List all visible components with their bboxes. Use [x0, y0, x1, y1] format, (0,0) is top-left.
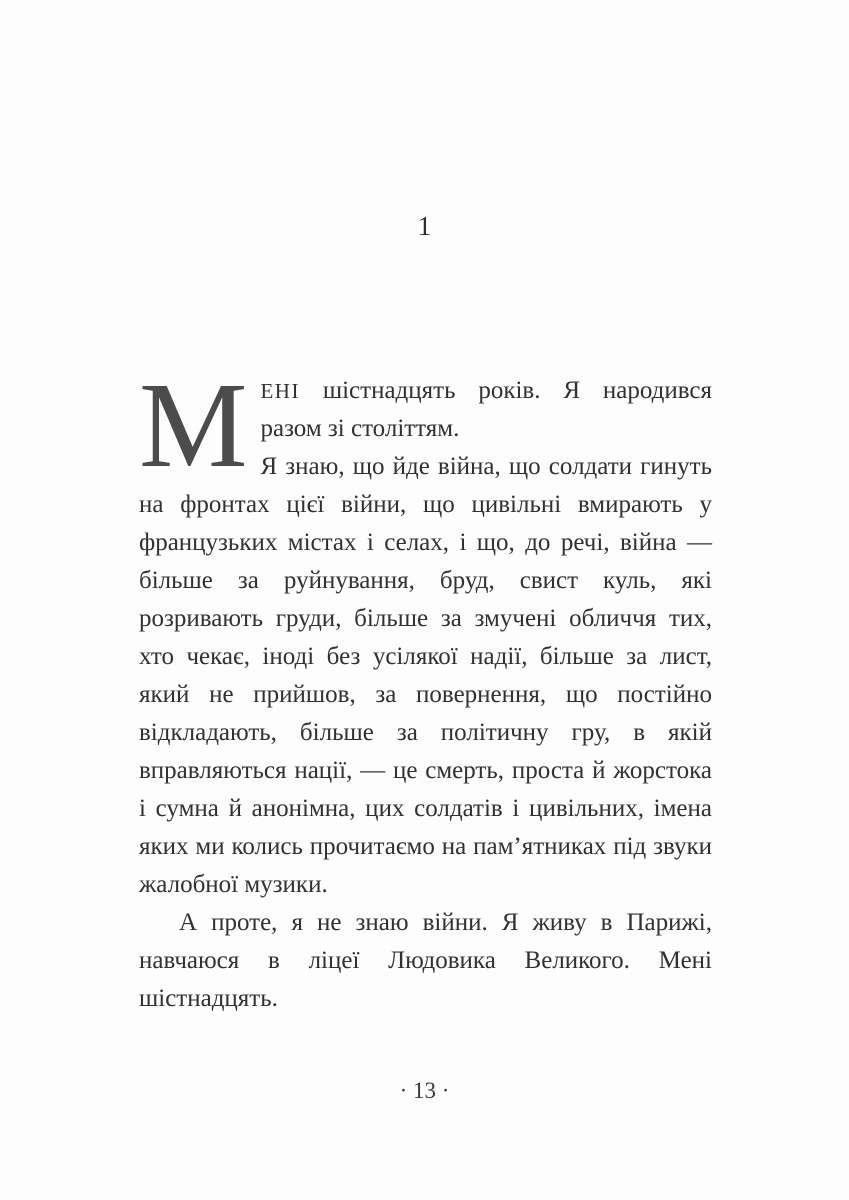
body-paragraph: А проте, я не знаю війни. Я живу в Парижі, навчаюся в ліцеї Людовика Великого. Мені шістнадцять.	[139, 909, 712, 1012]
opening-paragraph	[139, 358, 712, 493]
chapter-number: 1	[417, 211, 432, 241]
body-paragraph: Я знаю, що йде війна, що солдати гинуть на фронтах цієї війни, що цивільні вмирають у французьких містах і селах, і що, до речі, війна — більше за руйнування, бруд, свист куль, які розривають груди, більше за змучені обличчя тих, хто чекає, іноді без усілякої надії, більше за лист, який не прийшов, за повернення, що постійно відкладають, більше за політичну гру, в якій вправляються нації, — це смерть, проста й жорстока і сумна й анонімна, цих солдатів і цивільних, імена яких ми колись прочитаємо на пам’ятниках під звуки жалобної музики.	[139, 453, 712, 898]
opening-text: шістнадцять років. Я народився разом зі століттям.	[260, 377, 712, 442]
page-number: · 13 ·	[399, 1078, 450, 1103]
drop-cap: М	[139, 358, 248, 493]
text-block	[139, 358, 712, 1018]
lead-in-small-caps: ЕНІ	[260, 379, 300, 403]
